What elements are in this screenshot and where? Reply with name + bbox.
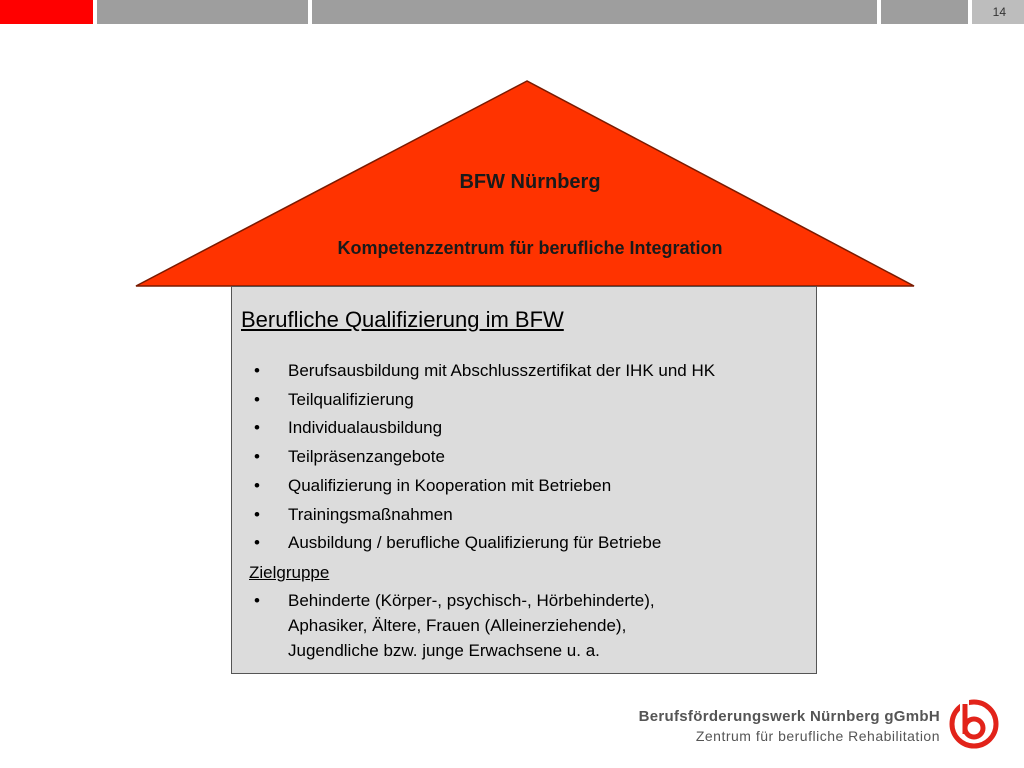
list-item-line: Aphasiker, Ältere, Frauen (Alleinerziehende),: [288, 616, 627, 635]
bullet-icon: •: [254, 533, 260, 553]
footer-org: [630, 708, 940, 744]
list-item: [232, 414, 715, 443]
org-tagline: Zentrum für berufliche Rehabilitation: [695, 728, 940, 744]
target-group-heading: Zielgruppe: [249, 563, 330, 582]
list-item: [232, 386, 715, 415]
bullet-icon: •: [254, 591, 260, 610]
list-item-text: Ausbildung / berufliche Qualifizierung für Betriebe: [288, 533, 662, 553]
bullet-icon: •: [254, 504, 260, 524]
house-body-box: [231, 286, 817, 674]
list-item: [232, 501, 715, 530]
bullet-icon: •: [254, 418, 260, 438]
list-item-text: Teilpräsenzangebote: [288, 447, 445, 467]
roof-title: BFW Nürnberg: [459, 171, 601, 193]
bullet-icon: •: [254, 389, 260, 409]
target-group-list: [232, 588, 655, 663]
list-item: [232, 529, 715, 558]
qualification-list: [232, 357, 715, 558]
list-item-line: Jugendliche bzw. junge Erwachsene u. a.: [288, 641, 600, 660]
bullet-icon: •: [254, 475, 260, 495]
list-item-text: Teilqualifizierung: [288, 389, 414, 409]
page-number: 14: [992, 5, 1006, 19]
list-item: [232, 588, 655, 663]
bfw-logo-icon: [948, 698, 1000, 750]
list-item-text: Qualifizierung in Kooperation mit Betrieben: [288, 475, 612, 495]
list-item: [232, 472, 715, 501]
list-item: [232, 357, 715, 386]
org-name: Berufsförderungswerk Nürnberg gGmbH: [638, 708, 940, 725]
bullet-icon: •: [254, 447, 260, 467]
list-item-line: Behinderte (Körper-, psychisch-, Hörbehinderte),: [288, 591, 655, 610]
section-heading: Berufliche Qualifizierung im BFW: [241, 307, 564, 332]
list-item-text: Berufsausbildung mit Abschlusszertifikat der IHK und HK: [288, 361, 716, 380]
list-item: [232, 443, 715, 472]
bullet-icon: •: [254, 361, 260, 380]
list-item-text: Individualausbildung: [288, 418, 443, 438]
list-item-text: Trainingsmaßnahmen: [288, 504, 453, 524]
roof-subtitle: Kompetenzzentrum für berufliche Integration: [337, 238, 723, 258]
